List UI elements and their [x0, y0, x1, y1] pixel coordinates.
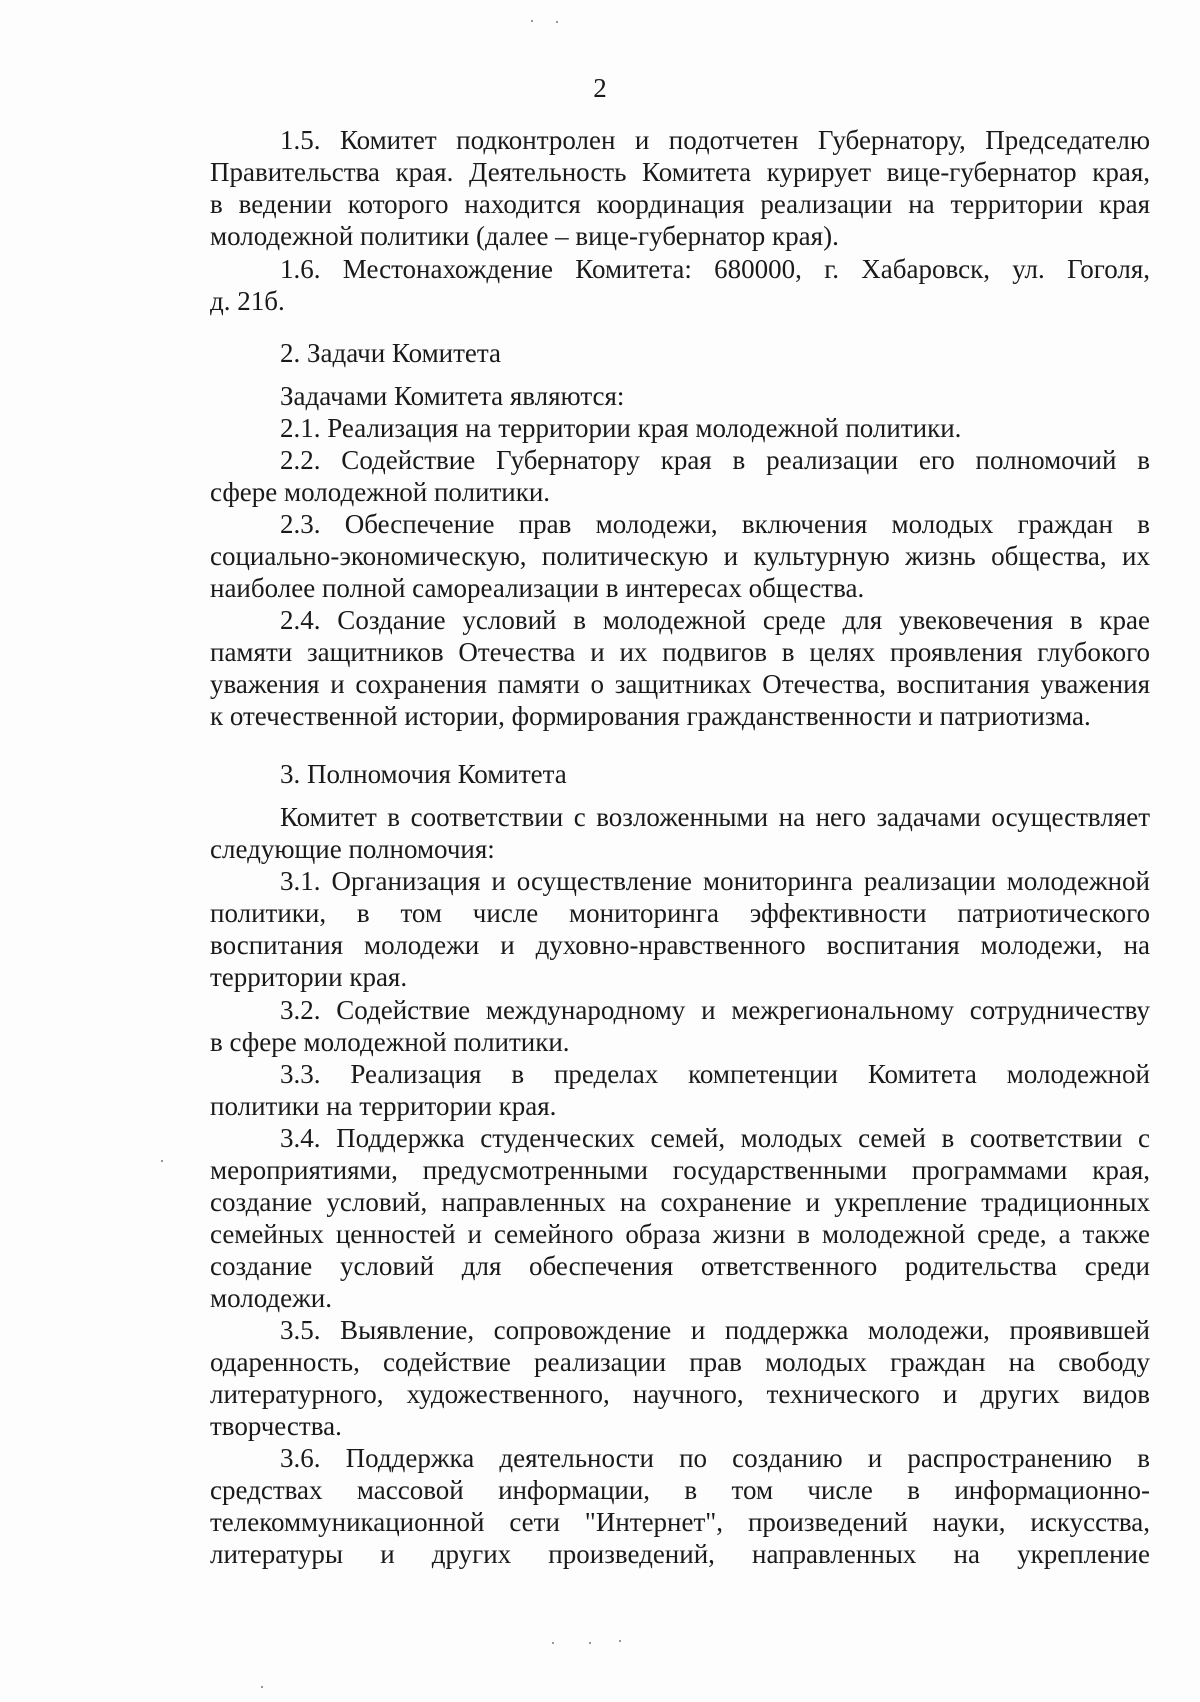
text-line: 3.4. Поддержка студенческих семей, молодых семей в соответствии с — [280, 1123, 1150, 1153]
text-line: д. 21б. — [210, 286, 285, 316]
text-line: литературы и других произведений, направленных на укрепление — [210, 1539, 1150, 1569]
text-line: 1.6. Местонахождение Комитета: 680000, г. Хабаровск, ул. Гоголя, — [280, 254, 1150, 284]
scan-speck — [161, 1160, 163, 1162]
text-line: телекоммуникационной сети "Интернет", произведений науки, искусства, — [210, 1507, 1150, 1537]
text-line: средствах массовой информации, в том числе в информационно- — [210, 1475, 1150, 1505]
text-line: воспитания молодежи и духовно-нравственного воспитания молодежи, на — [210, 930, 1150, 960]
scan-speck — [552, 1642, 554, 1644]
section-heading: 2. Задачи Комитета — [280, 338, 502, 368]
page-number: 2 — [593, 73, 607, 103]
text-line: 2.4. Создание условий в молодежной среде для увековечения в крае — [280, 605, 1150, 635]
text-line: следующие полномочия: — [210, 834, 495, 864]
text-line: 2.3. Обеспечение прав молодежи, включения молодых граждан в — [280, 509, 1150, 539]
text-line: молодежной политики (далее – вице-губернатор края). — [210, 221, 839, 251]
text-line: мероприятиями, предусмотренными государственными программами края, — [210, 1155, 1150, 1185]
scan-speck — [589, 1642, 591, 1644]
text-line: молодежи. — [210, 1283, 333, 1313]
scan-speck — [556, 21, 558, 23]
text-line: 3.3. Реализация в пределах компетенции Комитета молодежной — [280, 1059, 1150, 1089]
text-line: памяти защитников Отечества и их подвигов в целях проявления глубокого — [210, 637, 1150, 667]
section-heading: 3. Полномочия Комитета — [280, 759, 567, 789]
text-line: сфере молодежной политики. — [210, 477, 551, 507]
text-line: создание условий для обеспечения ответственного родительства среди — [210, 1251, 1150, 1281]
text-line: уважения и сохранения памяти о защитниках Отечества, воспитания уважения — [210, 669, 1150, 699]
text-line: 2.2. Содействие Губернатору края в реализации его полномочий в — [280, 445, 1150, 475]
text-line: литературного, художественного, научного, технического и других видов — [210, 1379, 1150, 1409]
scan-speck — [531, 20, 533, 22]
text-line: политики на территории края. — [210, 1091, 557, 1121]
text-line: 1.5. Комитет подконтролен и подотчетен Губернатору, Председателю — [280, 125, 1150, 155]
text-line: Комитет в соответствии с возложенными на него задачами осуществляет — [280, 802, 1150, 832]
text-line: семейных ценностей и семейного образа жизни в молодежной среде, а также — [210, 1219, 1150, 1249]
text-line: в сфере молодежной политики. — [210, 1027, 570, 1057]
text-line: в ведении которого находится координация реализации на территории края — [210, 189, 1150, 219]
text-line: творчества. — [210, 1411, 342, 1441]
text-line: одаренность, содействие реализации прав молодых граждан на свободу — [210, 1347, 1150, 1377]
text-line: социально-экономическую, политическую и культурную жизнь общества, их — [210, 541, 1150, 571]
text-line: Правительства края. Деятельность Комитета курирует вице-губернатор края, — [210, 157, 1150, 187]
text-line: 3.5. Выявление, сопровождение и поддержка молодежи, проявившей — [280, 1315, 1150, 1345]
text-line: наиболее полной самореализации в интересах общества. — [210, 573, 865, 603]
text-line: территории края. — [210, 962, 408, 992]
text-line: к отечественной истории, формирования гражданственности и патриотизма. — [210, 701, 1091, 731]
text-line: 3.2. Содействие международному и межрегиональному сотрудничеству — [280, 995, 1150, 1025]
scan-speck — [619, 1640, 621, 1642]
text-line: 3.6. Поддержка деятельности по созданию и распространению в — [280, 1443, 1150, 1473]
scan-speck — [261, 1686, 263, 1688]
text-line: 3.1. Организация и осуществление мониторинга реализации молодежной — [280, 866, 1150, 896]
text-line: политики, в том числе мониторинга эффективности патриотического — [210, 898, 1150, 928]
text-line: Задачами Комитета являются: — [280, 381, 625, 411]
text-line: 2.1. Реализация на территории края молодежной политики. — [280, 413, 962, 443]
text-line: создание условий, направленных на сохранение и укрепление традиционных — [210, 1187, 1150, 1217]
